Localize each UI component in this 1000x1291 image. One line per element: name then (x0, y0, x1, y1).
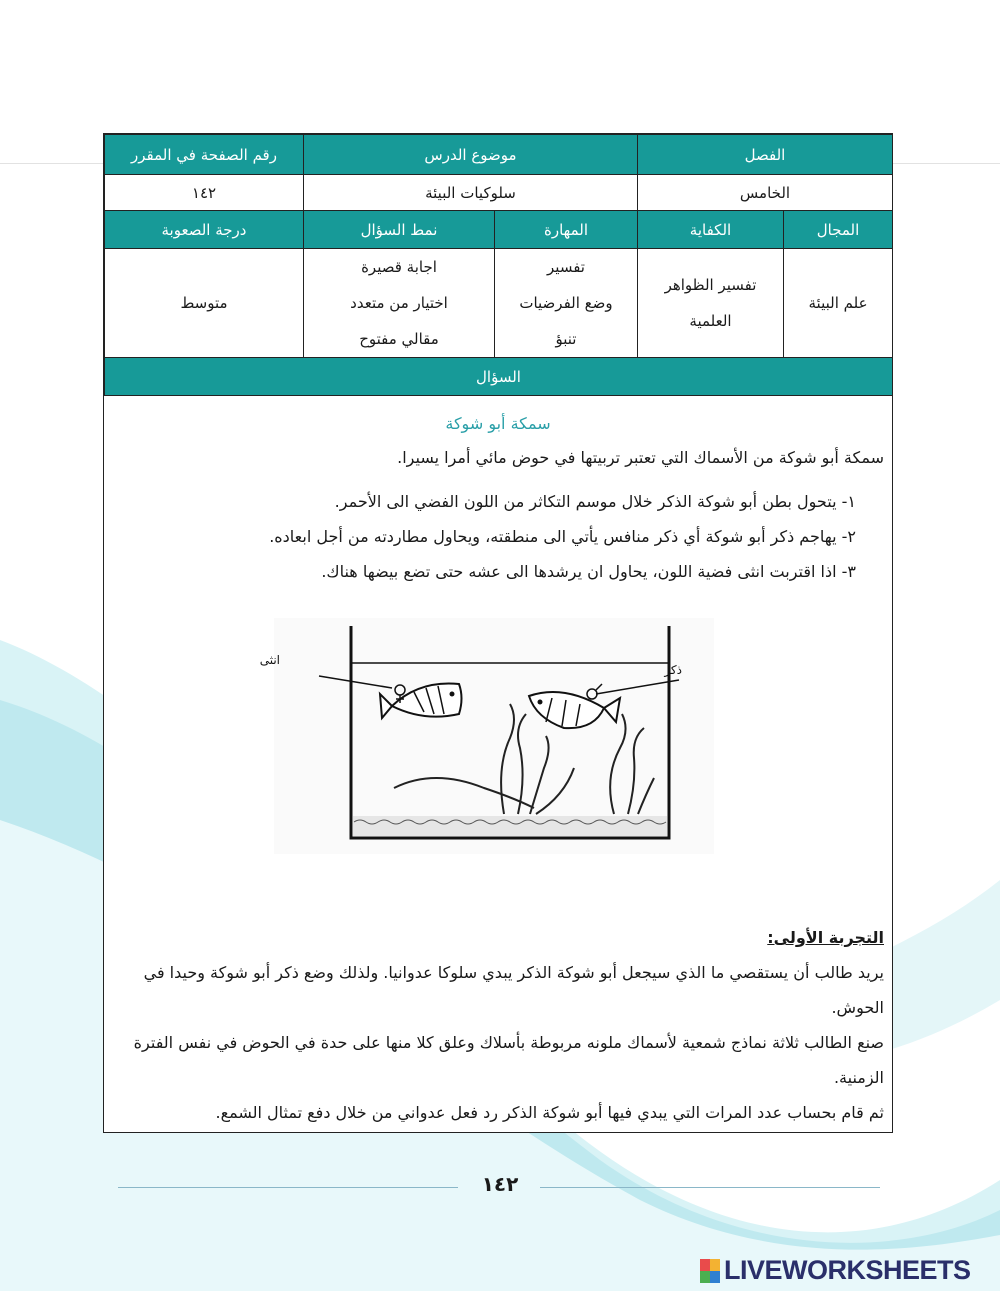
brand-name: LIVEWORKSHEETS (724, 1255, 971, 1285)
aquarium-figure (259, 618, 714, 854)
experiment-title: التجربة الأولى: (767, 928, 884, 947)
question-items (269, 484, 856, 589)
question-type-header: نمط السؤال (304, 211, 495, 249)
logo-grid-icon (700, 1259, 720, 1283)
page-number: ١٤٢ (481, 1172, 519, 1196)
experiment-paragraph: ثم قام بحساب عدد المرات التي يبدي فيها أبو شوكة الذكر رد فعل عدواني من خلال دفع تمثال الشمع. (215, 1103, 884, 1122)
male-label: ذكر (664, 663, 682, 677)
female-label: انثى (259, 653, 280, 667)
question-body (104, 396, 892, 1136)
difficulty-header: درجة الصعوبة (105, 211, 304, 249)
footer-rule-left (118, 1187, 458, 1188)
footer-rule-right (540, 1187, 880, 1188)
experiment-section (112, 920, 884, 1130)
question-header: السؤال (105, 358, 893, 396)
list-item: ٣- اذا اقتربت انثى فضية اللون، يحاول ان يرشدها الى عشه حتى تضع بيضها هناك. (321, 562, 856, 581)
question-intro: سمكة أبو شوكة من الأسماك التي تعتبر تربيتها في حوض مائي أمرا يسيرا. (397, 448, 884, 467)
lesson-header: موضوع الدرس (304, 135, 638, 175)
skill-header: المهارة (495, 211, 638, 249)
experiment-paragraph: يريد طالب أن يستقصي ما الذي سيجعل أبو شوكة الذكر يبدي سلوكا عدوانيا. ولذلك وضع ذكر أبو شوكة وحيدا في الحوش. (143, 963, 884, 1017)
chapter-value: الخامس (638, 175, 893, 211)
page-value: ١٤٢ (105, 175, 304, 211)
question-type-value: اجابة قصيرة اختيار من متعدد مقالي مفتوح (304, 249, 495, 358)
list-item: ٢- يهاجم ذكر أبو شوكة أي ذكر منافس يأتي الى منطقته، ويحاول مطاردته من أجل ابعاده. (269, 527, 856, 546)
question-subtitle: سمكة أبو شوكة (445, 414, 551, 433)
competency-value: تفسير الظواهر العلمية (638, 249, 784, 358)
liveworksheets-logo[interactable] (700, 1255, 971, 1286)
lesson-value: سلوكيات البيئة (304, 175, 638, 211)
experiment-paragraph: صنع الطالب ثلاثة نماذج شمعية لأسماك ملونه مربوطة بأسلاك وعلق كلا منها على حدة في الحوض في نفس الفترة الزمنية. (133, 1033, 884, 1087)
list-item: ١- يتحول بطن أبو شوكة الذكر خلال موسم التكاثر من اللون الفضي الى الأحمر. (334, 492, 856, 511)
page-header: رقم الصفحة في المقرر (105, 135, 304, 175)
field-header: المجال (784, 211, 893, 249)
skill-value: تفسير وضع الفرضيات تنبؤ (495, 249, 638, 358)
metadata-table (104, 134, 893, 396)
competency-header: الكفاية (638, 211, 784, 249)
worksheet-card (103, 133, 893, 1133)
chapter-header: الفصل (638, 135, 893, 175)
field-value: علم البيئة (784, 249, 893, 358)
difficulty-value: متوسط (105, 249, 304, 358)
